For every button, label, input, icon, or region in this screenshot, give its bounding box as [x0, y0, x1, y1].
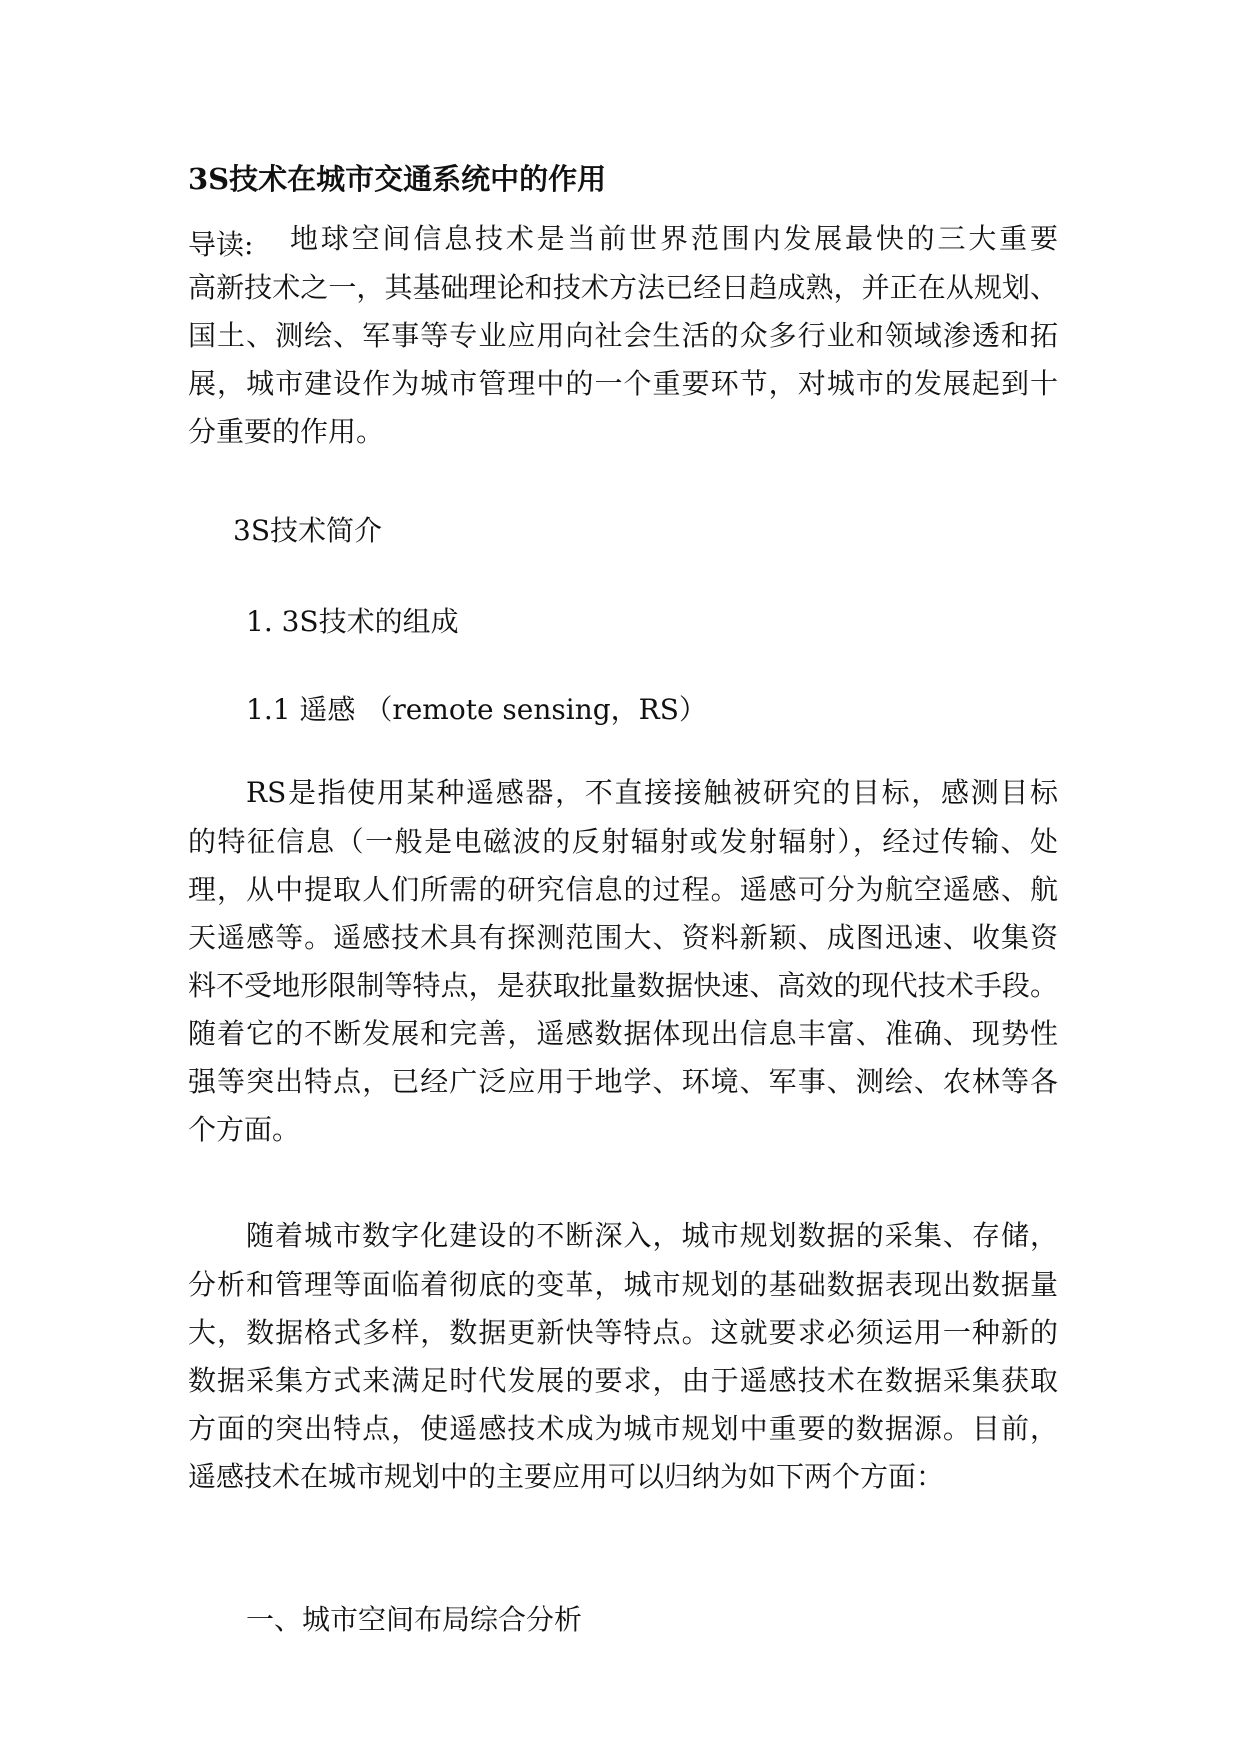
intro-line: 展，城市建设作为城市管理中的一个重要环节，对城市的发展起到十	[188, 367, 1058, 400]
document-title: 3S技术在城市交通系统中的作用	[188, 162, 607, 196]
intro-line: 国土、测绘、军事等专业应用向社会生活的众多行业和领域渗透和拓	[188, 319, 1058, 352]
rs-paragraph-line: 个方面。	[188, 1113, 301, 1146]
city-paragraph-line: 大，数据格式多样，数据更新快等特点。这就要求必须运用一种新的	[188, 1316, 1058, 1349]
city-paragraph-line: 方面的突出特点，使遥感技术成为城市规划中重要的数据源。目前，	[188, 1412, 1058, 1445]
subheading-1-1: 1.1 遥感 （remote sensing，RS）	[246, 693, 707, 726]
city-paragraph-line: 数据采集方式来满足时代发展的要求，由于遥感技术在数据采集获取	[188, 1364, 1058, 1397]
city-paragraph-line: 分析和管理等面临着彻底的变革，城市规划的基础数据表现出数据量	[188, 1268, 1058, 1301]
city-paragraph-line: 随着城市数字化建设的不断深入，城市规划数据的采集、存储，	[246, 1219, 1058, 1252]
section-heading: 3S技术简介	[233, 514, 382, 547]
rs-paragraph-line: 理，从中提取人们所需的研究信息的过程。遥感可分为航空遥感、航	[188, 873, 1058, 906]
rs-paragraph-line: 天遥感等。遥感技术具有探测范围大、资料新颖、成图迅速、收集资	[188, 921, 1058, 954]
subheading-one: 一、城市空间布局综合分析	[246, 1603, 583, 1636]
intro-line: 地球空间信息技术是当前世界范围内发展最快的三大重要	[290, 222, 1058, 255]
rs-paragraph-line: 强等突出特点，已经广泛应用于地学、环境、军事、测绘、农林等各	[188, 1065, 1058, 1098]
subheading-1: 1. 3S技术的组成	[246, 605, 459, 638]
rs-paragraph-line: 的特征信息（一般是电磁波的反射辐射或发射辐射），经过传输、处	[188, 825, 1058, 858]
intro-line: 高新技术之一，其基础理论和技术方法已经日趋成熟，并正在从规划、	[188, 271, 1058, 304]
intro-label: 导读:	[188, 228, 254, 261]
intro-line: 分重要的作用。	[188, 415, 385, 448]
rs-paragraph-line: 料不受地形限制等特点，是获取批量数据快速、高效的现代技术手段。	[188, 969, 1058, 1002]
rs-paragraph-line: 随着它的不断发展和完善，遥感数据体现出信息丰富、准确、现势性	[188, 1017, 1058, 1050]
city-paragraph-line: 遥感技术在城市规划中的主要应用可以归纳为如下两个方面：	[188, 1460, 945, 1493]
rs-paragraph-line: RS是指使用某种遥感器，不直接接触被研究的目标，感测目标	[246, 776, 1058, 809]
